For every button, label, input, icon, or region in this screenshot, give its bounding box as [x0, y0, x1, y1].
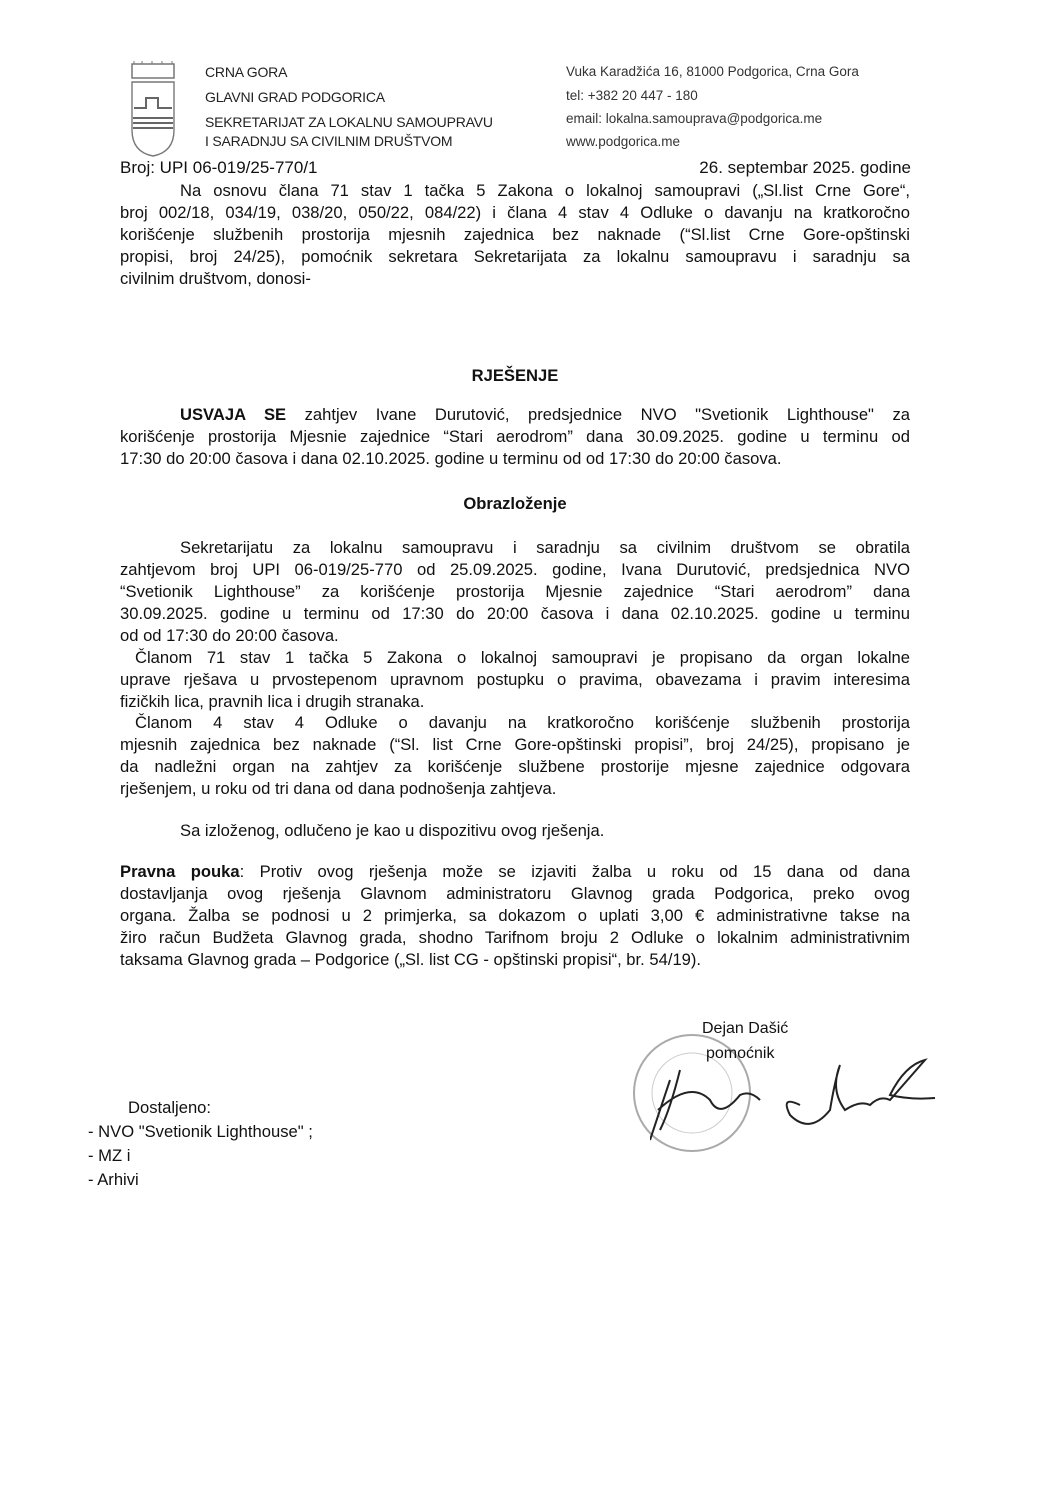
- line-text: “Svetionik Lighthouse” za korišćenje prostorija Mjesnie zajednice “Stari aerodrom” dana: [120, 582, 910, 601]
- signatory-name: Dejan Dašić: [702, 1020, 789, 1037]
- text-line: [120, 927, 910, 949]
- line-text: Članom 71 stav 1 tačka 5 Zakona o lokalnoj samoupravi je propisano da organ lokalne: [135, 648, 910, 667]
- delivered-label: Dostaljeno:: [128, 1098, 212, 1117]
- delivered-item: - NVO "Svetionik Lighthouse" ;: [88, 1122, 313, 1141]
- line-text: zahtjev Ivane Durutović, predsjednice NVO "Svetionik Lighthouse" za: [286, 405, 910, 424]
- text-line: [120, 734, 910, 756]
- text-line: [120, 625, 910, 647]
- text-line: [120, 559, 910, 581]
- line-text: da nadležni organ na zahtjev za korišćenje službene prostorije mjesne zajednice odgovara: [120, 757, 910, 776]
- text-line: [120, 883, 910, 905]
- document-date: 26. septembar 2025. godine: [699, 158, 911, 177]
- line-text: mjesnih zajednica bez naknade (“Sl. list Crne Gore-opštinski propisi”, broj 24/25), propisano je: [120, 735, 910, 754]
- line-text: korišćenje prostorija Mjesnie zajednice “Stari aerodrom” dana 30.09.2025. godine u terminu od: [120, 427, 910, 446]
- text-line: [120, 669, 910, 691]
- conclusion-paragraph: [120, 820, 910, 842]
- text-line: [120, 691, 910, 713]
- line-text: broj 002/18, 034/19, 038/20, 050/22, 084/22) i člana 4 stav 4 Odluke o davanju na kratkoročno: [120, 203, 910, 222]
- line-text: od od 17:30 do 20:00 časova.: [120, 626, 339, 645]
- line-text: žiro račun Budžeta Glavnog grada, shodno Tarifnom broju 2 Odluke o lokalnim administrativnim: [120, 928, 910, 947]
- website-link[interactable]: www.podgorica.me: [566, 134, 681, 149]
- org-city: GLAVNI GRAD PODGORICA: [205, 89, 385, 105]
- line-text: civilnim društvom, donosi-: [120, 269, 311, 288]
- org-secretariat-2: I SARADNJU SA CIVILNIM DRUŠTVOM: [205, 133, 453, 149]
- reasoning-paragraph-3: [120, 712, 910, 800]
- phone: tel: +382 20 447 - 180: [566, 88, 698, 103]
- text-line: [120, 647, 910, 669]
- text-line: [120, 246, 910, 268]
- text-line: [120, 426, 910, 448]
- line-text: fizičkih lica, pravnih lica i drugih stranaka.: [120, 692, 425, 711]
- decision-title: RJEŠENJE: [471, 366, 559, 385]
- text-line: [120, 581, 910, 603]
- text-line: [120, 448, 910, 470]
- line-text: rješenjem, u roku od tri dana od dana podnošenja zahtjeva.: [120, 779, 557, 798]
- line-text: zahtjevom broj UPI 06-019/25-770 od 25.09.2025. godine, Ivana Durutović, predsjednica NVO: [120, 560, 910, 579]
- org-country: CRNA GORA: [205, 64, 288, 80]
- line-text: Članom 4 stav 4 Odluke o davanju na kratkoročno korišćenje službenih prostorija: [135, 713, 910, 732]
- org-secretariat: SEKRETARIJAT ZA LOKALNU SAMOUPRAVU: [205, 114, 493, 130]
- delivered-item: - Arhivi: [88, 1170, 139, 1189]
- reasoning-paragraph-2: [120, 647, 910, 713]
- signatory-role: pomoćnik: [706, 1045, 775, 1062]
- text-line: [120, 905, 910, 927]
- line-text: uprave rješava u prvostepenom upravnom postupku o pravima, obavezama i pravim interesima: [120, 670, 910, 689]
- line-text: 17:30 do 20:00 časova i dana 02.10.2025. godine u terminu od od 17:30 do 20:00 časova.: [120, 449, 782, 468]
- address: Vuka Karadžića 16, 81000 Podgorica, Crna Gora: [566, 64, 859, 79]
- email-link[interactable]: email: lokalna.samouprava@podgorica.me: [566, 111, 823, 126]
- reasoning-title: Obrazloženje: [463, 494, 567, 513]
- line-text: organa. Žalba se podnosi u 2 primjerka, sa dokazom o uplati 3,00 € administrativne takse na: [120, 906, 910, 925]
- coat-of-arms-logo: [128, 60, 178, 163]
- text-line: [120, 180, 910, 202]
- legal-remedy-paragraph: [120, 861, 910, 971]
- text-line: [120, 949, 910, 971]
- delivered-item: - MZ i: [88, 1146, 131, 1165]
- line-text: Sa izloženog, odlučeno je kao u dispozitivu ovog rješenja.: [180, 821, 605, 840]
- text-line: [120, 603, 910, 625]
- line-text: 30.09.2025. godine u terminu od 17:30 do 20:00 časova i dana 02.10.2025. godine u terminu: [120, 604, 910, 623]
- text-line: [120, 861, 910, 883]
- text-line: [120, 268, 910, 290]
- decision-paragraph: [120, 404, 910, 470]
- intro-paragraph: [120, 180, 910, 290]
- line-text: propisi, broj 24/25), pomoćnik sekretara Sekretarijata za lokalnu samoupravu i saradnju sa: [120, 247, 910, 266]
- line-text: Sekretarijatu za lokalnu samoupravu i saradnju sa civilnim društvom se obratila: [180, 538, 910, 557]
- line-text: Na osnovu člana 71 stav 1 tačka 5 Zakona o lokalnoj samoupravi („Sl.list Crne Gore“,: [180, 181, 910, 200]
- text-line: [120, 778, 910, 800]
- document-number: Broj: UPI 06-019/25-770/1: [120, 158, 318, 177]
- text-line: [120, 537, 910, 559]
- text-line: [120, 224, 910, 246]
- reasoning-paragraph-1: [120, 537, 910, 647]
- text-line: [120, 404, 910, 426]
- bold-lead: USVAJA SE: [180, 405, 287, 424]
- line-text: korišćenje službenih prostorija mjesnih zajednica bez naknade (“Sl.list Crne Gore-opštinski: [120, 225, 910, 244]
- bold-lead: Pravna pouka: [120, 862, 240, 881]
- text-line: [120, 712, 910, 734]
- text-line: [120, 820, 910, 842]
- line-text: : Protiv ovog rješenja može se izjaviti žalba u roku od 15 dana od dana: [239, 862, 911, 881]
- text-line: [120, 756, 910, 778]
- text-line: [120, 202, 910, 224]
- signature-scribble: [650, 1040, 950, 1155]
- line-text: taksama Glavnog grada – Podgorice („Sl. list CG - opštinski propisi“, br. 54/19).: [120, 950, 702, 969]
- line-text: dostavljanja ovog rješenja Glavnom administratoru Glavnog grada Podgorica, preko ovog: [120, 884, 910, 903]
